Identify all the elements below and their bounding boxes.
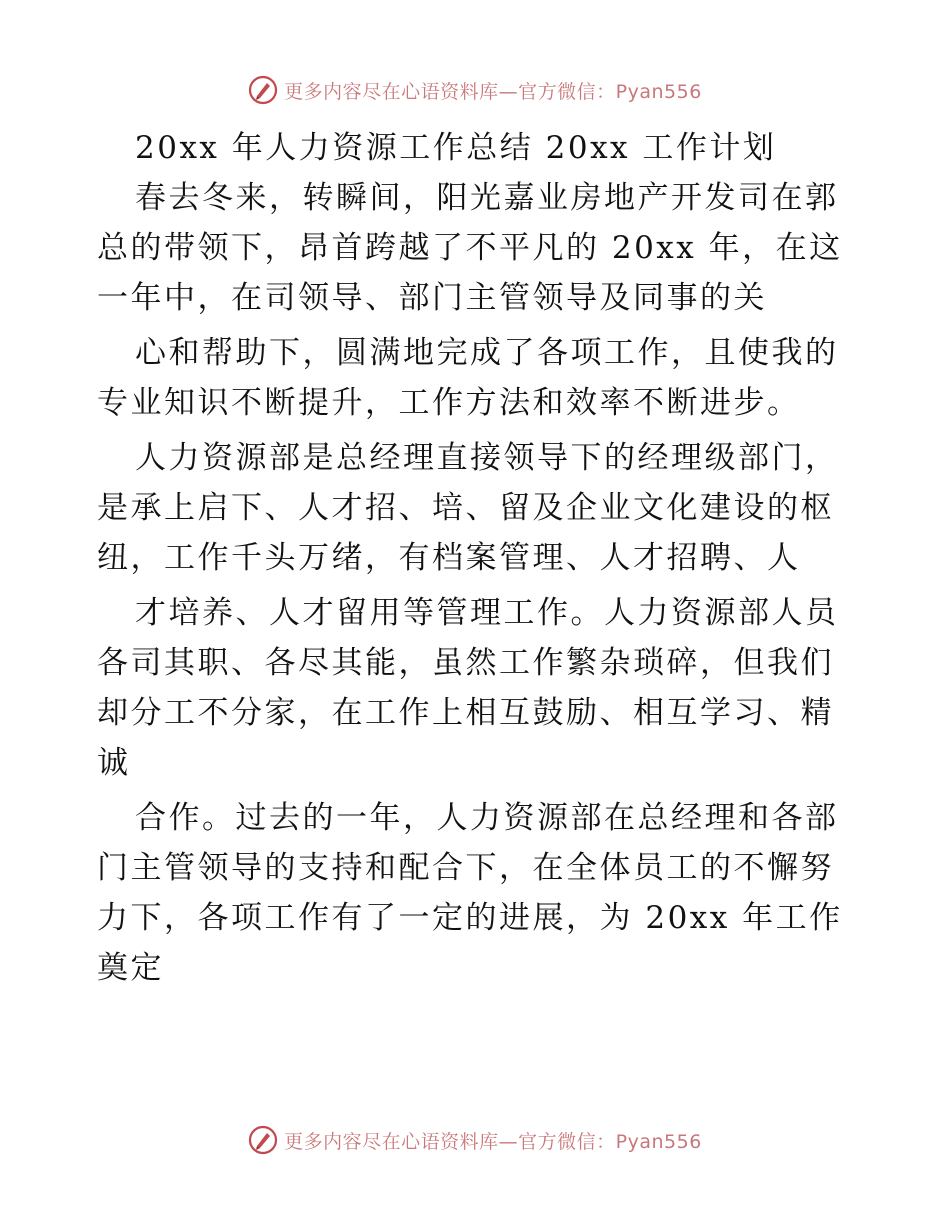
paragraph-line: 却分工不分家，在工作上相互鼓励、相互学习、精 [97, 695, 834, 731]
paragraph-line: 纽，工作千头万绪，有档案管理、人才招聘、人 [97, 540, 801, 576]
footer-watermark [0, 1120, 950, 1160]
pen-logo-icon [248, 1125, 278, 1155]
paragraph-line: 总的带领下，昂首跨越了不平凡的 20xx 年，在这 [97, 230, 843, 266]
pen-logo-icon [248, 75, 278, 105]
header-watermark [0, 70, 950, 110]
paragraph-line: 才培养、人才留用等管理工作。人力资源部人员 [135, 595, 839, 631]
paragraph-line: 诚 [97, 745, 131, 781]
paragraph-line: 是承上启下、人才招、培、留及企业文化建设的枢 [97, 490, 834, 526]
paragraph-line: 奠定 [97, 950, 164, 986]
watermark-text: 更多内容尽在心语资料库—官方微信：Pyan556 [284, 1130, 702, 1153]
paragraph-line: 专业知识不断提升，工作方法和效率不断进步。 [97, 385, 801, 421]
paragraph-line: 一年中，在司领导、部门主管领导及同事的关 [97, 280, 767, 316]
paragraph-line: 心和帮助下，圆满地完成了各项工作，且使我的 [135, 335, 839, 371]
paragraph-line: 人力资源部是总经理直接领导下的经理级部门， [135, 440, 839, 476]
paragraph-line: 春去冬来，转瞬间，阳光嘉业房地产开发司在郭 [135, 180, 839, 216]
paragraph-line: 各司其职、各尽其能，虽然工作繁杂琐碎，但我们 [97, 645, 834, 681]
paragraph-line: 合作。过去的一年，人力资源部在总经理和各部 [135, 800, 839, 836]
document-body [97, 123, 852, 993]
paragraph-line: 力下，各项工作有了一定的进展，为 20xx 年工作 [97, 900, 843, 936]
watermark-text: 更多内容尽在心语资料库—官方微信：Pyan556 [284, 80, 702, 103]
paragraph-line: 门主管领导的支持和配合下，在全体员工的不懈努 [97, 850, 834, 886]
document-title: 20xx 年人力资源工作总结 20xx 工作计划 [135, 130, 777, 166]
